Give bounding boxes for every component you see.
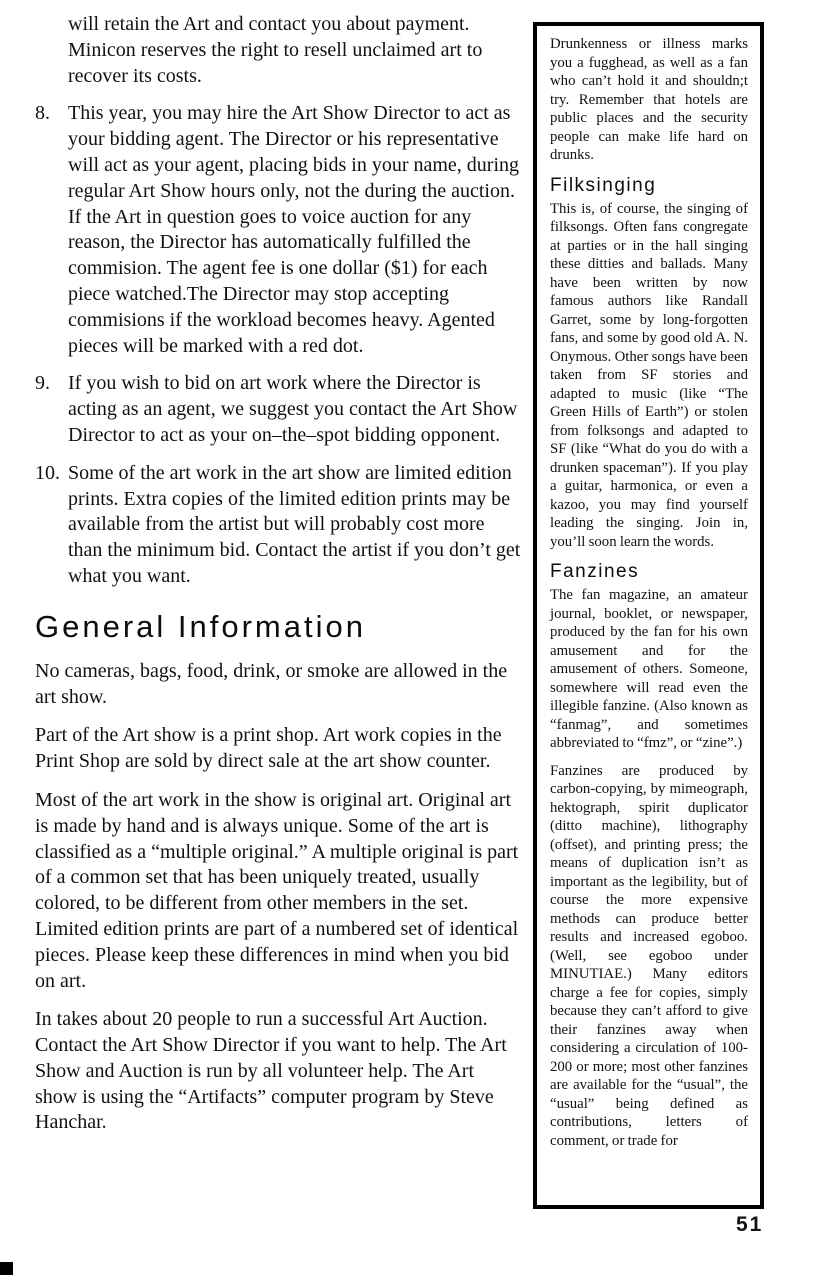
- intro-continuation: [35, 12, 521, 89]
- list-item-text: Some of the art work in the art show are limited edition prints. Extra copies of the limited edition prints may be available from the artist but will probably cost more than the minimum bid. Contact the artist if you don’t get what you want.: [68, 461, 521, 587]
- page-number: 51: [736, 1213, 764, 1236]
- paragraph-no-cameras: No cameras, bags, food, drink, or smoke are allowed in the art show.: [35, 659, 508, 708]
- print-registration-mark: [0, 1262, 13, 1275]
- paragraph-original-art: Most of the art work in the show is original art. Original art is made by hand and is always unique. Some of the art is classified as a “multiple original.” A multiple original is part of a common set that has been uniquely treated, usually colored, to be different from other members in the set. Limited edition prints are part of a numbered set of identical pieces. Please keep these differences in mind when you bid on art.: [35, 788, 519, 992]
- sidebar-paragraph-fanzines-1: The fan magazine, an amateur journal, booklet, or newspaper, produced by the fan for his own amusement and for the amusement of others. Someone, somewhere will read even the illegible fanzine. (Also known as “fanmag”, and sometimes abbreviated to “fmz”, or “zine”.): [550, 587, 748, 751]
- list-number: 9.: [35, 372, 50, 395]
- list-item-8: [35, 101, 521, 359]
- list-item-10: [35, 461, 521, 590]
- fanzines-heading: Fanzines: [550, 561, 640, 582]
- sidebar-paragraph-drunkenness: Drunkenness or illness marks you a fugghead, as well as a fan who can’t hold it and shouldn;t try. Remember that hotels are public places and the security people can make life hard on drunks.: [550, 36, 748, 163]
- paragraph-print-shop: Part of the Art show is a print shop. Art work copies in the Print Shop are sold by direct sale at the art show counter.: [35, 724, 502, 773]
- list-number: 8.: [35, 102, 50, 125]
- general-information-heading: General Information: [35, 608, 366, 644]
- list-item-text: If you wish to bid on art work where the Director is acting as an agent, we suggest you contact the Art Show Director to act as your on–the–spot bidding opponent.: [68, 372, 518, 446]
- paragraph-volunteers: In takes about 20 people to run a successful Art Auction. Contact the Art Show Director if you want to help. The Art Show and Auction is run by all volunteer help. The Art show is using the “Artifacts” computer program by Steve Hanchar.: [35, 1008, 507, 1134]
- main-column: [35, 12, 521, 1149]
- list-number: 10.: [35, 461, 60, 484]
- list-number-blank: [35, 12, 68, 89]
- sidebar-paragraph-filksinging: This is, of course, the singing of filksongs. Often fans congregate at parties or in the hall singing these ditties and ballads. Many have been written by now famous authors like Randall Garret, some by long-forgotten fans, and some by good old A. N. Onymous. Other songs have been taken from SF stories and adapted to music (like “The Green Hills of Earth”) or stolen from folksongs and adapted to SF (like “What do you do with a drunken spaceman”). If you play a guitar, harmonica, or even a kazoo, you may find yourself leading the singing. Join in, you’ll soon learn the words.: [550, 200, 748, 550]
- intro-text: will retain the Art and contact you about payment. Minicon reserves the right to resell unclaimed art to recover its costs.: [68, 13, 483, 87]
- list-item-text: This year, you may hire the Art Show Director to act as your bidding agent. The Director or his representative will act as your agent, placing bids in your name, during regular Art Show hours only, not the during the auction. If the Art in question goes to voice auction for any reason, the Director has automatically fulfilled the commision. The agent fee is one dollar ($1) for each piece watched.The Director may stop accepting commisions if the workload becomes heavy. Agented pieces will be marked with a red dot.: [68, 102, 520, 357]
- filksinging-heading: Filksinging: [550, 174, 657, 196]
- sidebar-box: [533, 22, 764, 1209]
- list-item-9: [35, 371, 521, 448]
- sidebar-paragraph-fanzines-2: Fanzines are produced by carbon-copying, by mimeograph, hektograph, spirit duplicator (ditto machine), lithography (offset), and printing press; the means of duplication isn’t as important as the legibility, but of course the more expensive methods can produce better results and increased egoboo. (Well, see egoboo under MINUTIAE.) Many editors charge a fee for copies, simply because they can’t afford to give their fanzines away when considering a circulation of 100-200 or more; most other fanzines are available for the “usual”, the “usual” being defined as contributions, letters of comment, or trade for: [550, 762, 748, 1149]
